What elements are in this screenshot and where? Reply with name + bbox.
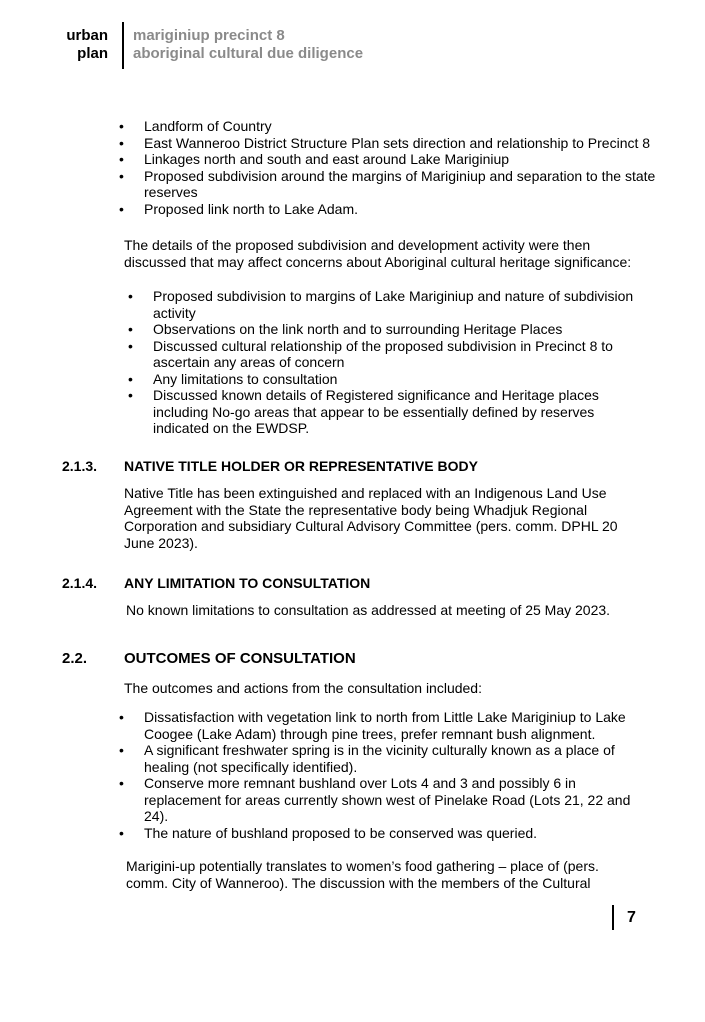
- paragraph: Marigini-up potentially translates to women’s food gathering – place of (pers. comm. City of Wanneroo). The discussion with the members of the Cultural: [126, 858, 599, 891]
- list-item: • Linkages north and south and east around Lake Mariginiup: [144, 151, 674, 168]
- footer-divider: [612, 905, 614, 930]
- brand-line-1: urban: [66, 27, 108, 44]
- list-item: • Discussed known details of Registered significance and Heritage places including No-go areas that appear to be essentially defined by reserves indicated on the EWDSP.: [153, 387, 648, 437]
- list-item: • Discussed cultural relationship of the proposed subdivision in Precinct 8 to ascertain any areas of concern: [153, 338, 648, 371]
- document-title-line-2: aboriginal cultural due diligence: [133, 45, 364, 62]
- list-item: • Dissatisfaction with vegetation link to north from Little Lake Mariginiup to Lake Coogee (Lake Adam) through pine trees, prefer remnant bush alignment.: [144, 709, 642, 742]
- list-item: • Proposed link north to Lake Adam.: [144, 201, 674, 218]
- outcomes-list: [144, 709, 642, 841]
- document-title-line-1: mariginiup precinct 8: [133, 27, 285, 44]
- list-item: • East Wanneroo District Structure Plan sets direction and relationship to Precinct 8: [144, 135, 674, 152]
- list-item: • Proposed subdivision around the margins of Mariginiup and separation to the state reserves: [144, 168, 674, 201]
- header-divider: [122, 22, 124, 69]
- section-heading: OUTCOMES OF CONSULTATION: [124, 650, 356, 667]
- paragraph: Native Title has been extinguished and replaced with an Indigenous Land Use Agreement with the State the representative body being Whadjuk Regional Corporation and subsidiary Cultural Advisory Committee (pers. comm. DPHL 20 June 2023).: [124, 485, 618, 551]
- list-item: • Landform of Country: [144, 118, 674, 135]
- section-number: 2.1.4.: [62, 575, 98, 591]
- consultation-topics-list: [144, 118, 674, 217]
- paragraph: No known limitations to consultation as addressed at meeting of 25 May 2023.: [126, 602, 611, 618]
- discussion-points-list: [153, 288, 648, 437]
- list-item: • Conserve more remnant bushland over Lots 4 and 3 and possibly 6 in replacement for areas currently shown west of Pinelake Road (Lots 21, 22 and 24).: [144, 775, 642, 825]
- page-number: 7: [627, 909, 636, 926]
- document-title: [133, 27, 363, 63]
- list-item: • A significant freshwater spring is in the vicinity culturally known as a place of healing (not specifically identified).: [144, 742, 642, 775]
- list-item: • The nature of bushland proposed to be conserved was queried.: [144, 825, 642, 842]
- list-item: • Proposed subdivision to margins of Lake Mariginiup and nature of subdivision activity: [153, 288, 648, 321]
- list-item: • Any limitations to consultation: [153, 371, 648, 388]
- section-number: 2.1.3.: [62, 458, 98, 474]
- paragraph: The details of the proposed subdivision and development activity were then discussed that may affect concerns about Aboriginal cultural heritage significance:: [124, 237, 632, 270]
- section-heading: ANY LIMITATION TO CONSULTATION: [124, 575, 371, 591]
- brand-logo: [40, 27, 108, 63]
- brand-line-2: plan: [77, 45, 108, 62]
- list-item: • Observations on the link north and to surrounding Heritage Places: [153, 321, 648, 338]
- section-heading: NATIVE TITLE HOLDER OR REPRESENTATIVE BODY: [124, 458, 478, 474]
- section-number: 2.2.: [62, 650, 88, 667]
- paragraph: The outcomes and actions from the consultation included:: [124, 680, 482, 696]
